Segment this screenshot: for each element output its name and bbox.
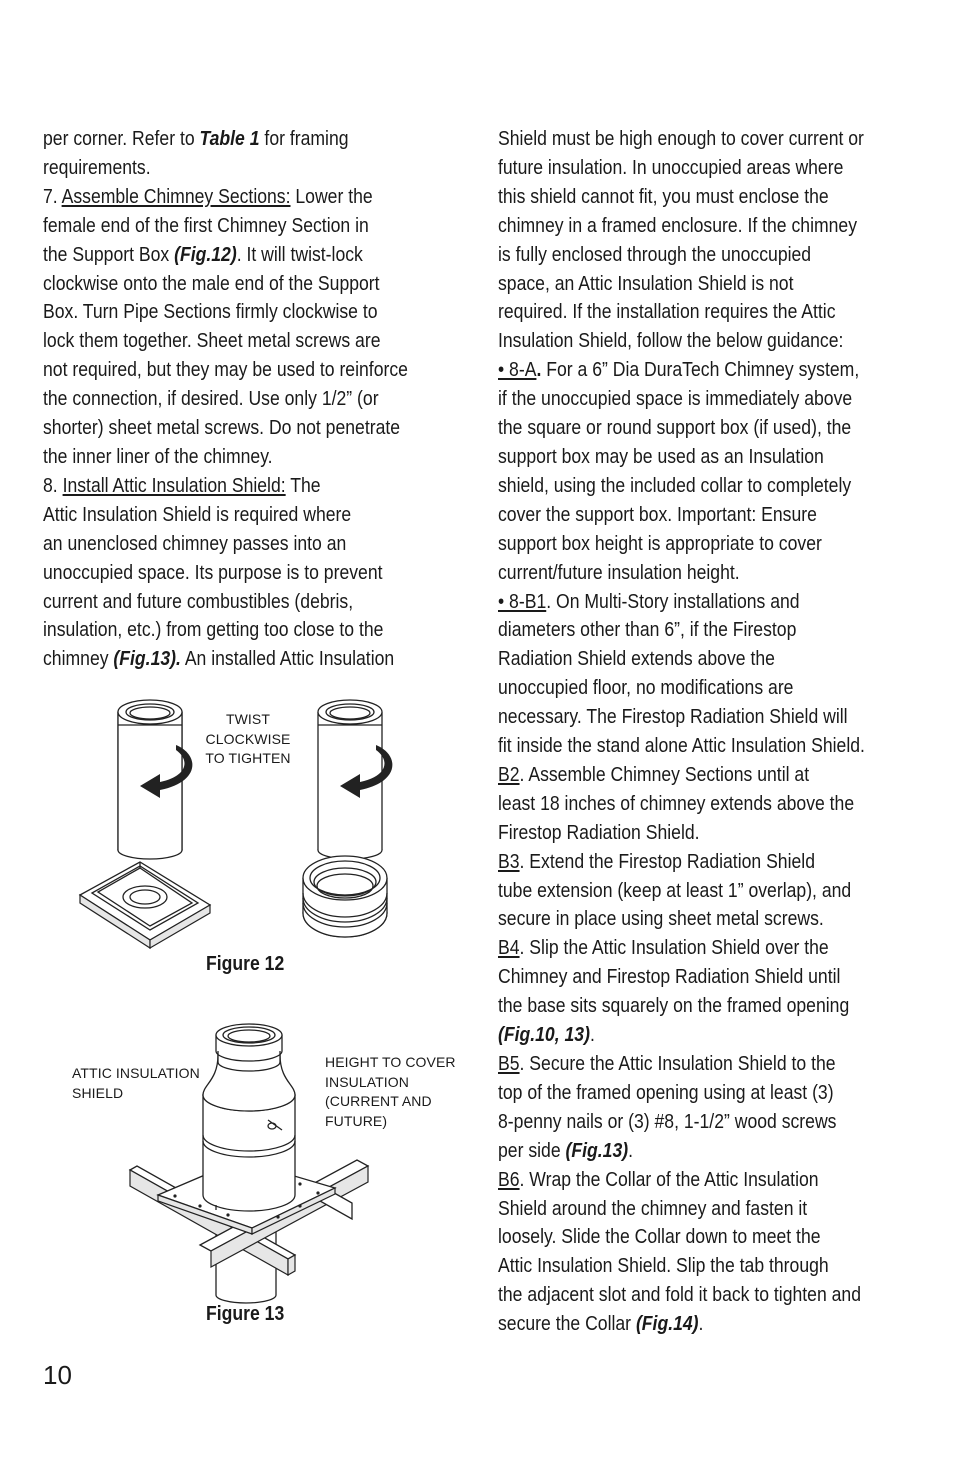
step-b6: B6. Wrap the Collar of the Attic Insulation Shield around the chimney and fasten it loosely. Slide the Collar down to meet the Attic Insulation Shield. Slip the tab through the adjacent slot and fold it back to tighten and secure the Collar (Fig.14). bbox=[498, 1168, 862, 1336]
step-8b1-tag: • 8-B1 bbox=[498, 590, 547, 613]
step-b3-tag: B3 bbox=[498, 850, 520, 873]
figure-reference: (Fig.13) bbox=[565, 1139, 629, 1162]
step-7: 7. Assemble Chimney Sections: Lower the female end of the first Chimney Section in the Support Box (Fig.12). It will twist-lock clockwise onto the male end of the Support Box. Turn Pipe Sections firmly clockwise to lock them together. Sheet metal screws are not required, but they may be used to reinforce the connection, if desired. Use only 1/2” (or shorter) sheet metal screws. Do not penetrate the inner liner of the chimney. bbox=[43, 185, 408, 468]
table-reference: Table 1 bbox=[199, 128, 260, 150]
step-8a: • 8-A. For a 6” Dia DuraTech Chimney system, if the unoccupied space is immediately above the square or round support box (if used), the support box may be used as an Insulation shield, using the included collar to completely cover the support box. Important: Ensure support box height is appropriate to cover current/future insulation height. bbox=[498, 359, 860, 584]
step-b4: B4. Slip the Attic Insulation Shield over the Chimney and Firestop Radiation Shield until the base sits squarely on the framed opening (Fig.10, 13). bbox=[498, 937, 850, 1047]
step-8-title: Install Attic Insulation Shield: bbox=[62, 474, 286, 497]
right-column bbox=[498, 125, 912, 1339]
round-support-box bbox=[303, 856, 387, 937]
figure-13-caption: Figure 13 bbox=[206, 1303, 285, 1325]
figure-12-caption: Figure 12 bbox=[206, 953, 285, 975]
paragraph-framing: per corner. Refer to Table 1 for framing requirements. bbox=[43, 128, 349, 179]
step-b5: B5. Secure the Attic Insulation Shield to the top of the framed opening using at least (3) 8-penny nails or (3) #8, 1-1/2” wood screws per side (Fig.13). bbox=[498, 1053, 837, 1162]
figure-reference: (Fig.12) bbox=[174, 243, 237, 266]
step-b3: B3. Extend the Firestop Radiation Shield tube extension (keep at least 1” overlap), and secure in place using sheet metal screws. bbox=[498, 850, 852, 931]
step-7-title: Assemble Chimney Sections: bbox=[61, 185, 291, 208]
step-b2: B2. Assemble Chimney Sections until at least 18 inches of chimney extends above the Firestop Radiation Shield. bbox=[498, 763, 855, 844]
figure-reference: (Fig.10, 13) bbox=[498, 1024, 590, 1047]
step-8: 8. Install Attic Insulation Shield: The Attic Insulation Shield is required where an unenclosed chimney passes into an unoccupied space. Its purpose is to prevent current and future combustibles (debris, insulation, etc.) from getting too close to the chimney (Fig.13). An installed Attic Insulation bbox=[43, 474, 395, 671]
page-number: 10 bbox=[43, 1360, 72, 1390]
figure-reference: (Fig.14) bbox=[635, 1313, 699, 1336]
step-b5-tag: B5 bbox=[498, 1053, 520, 1075]
figure-13-callout-shield: ATTIC INSULATION SHIELD bbox=[72, 1065, 200, 1101]
figure-13-callout-height: HEIGHT TO COVER INSULATION (CURRENT AND FUTURE) bbox=[325, 1054, 456, 1129]
figure-12-callout: TWIST CLOCKWISE TO TIGHTEN bbox=[205, 711, 291, 766]
step-8a-tag: • 8-A bbox=[498, 359, 537, 382]
figure-reference: (Fig.13). bbox=[113, 648, 181, 671]
square-support-box bbox=[80, 862, 210, 948]
step-b6-tag: B6 bbox=[498, 1168, 520, 1191]
step-b2-tag: B2 bbox=[498, 763, 520, 786]
paragraph-shield-height: Shield must be high enough to cover current or future insulation. In unoccupied areas where this shield cannot fit, you must enclose the chimney in a framed enclosure. If the chimney is fully enclosed through the unoccupied space, an Attic Insulation Shield is not required. If the installation requires the Attic Insulation Shield, follow the below guidance: bbox=[498, 128, 864, 353]
step-8b1: • 8-B1. On Multi-Story installations and diameters other than 6”, if the Firestop Radiation Shield extends above the unoccupied floor, no modifications are necessary. The Firestop Radiation Shield will fit inside the stand alone Attic Insulation Shield. bbox=[498, 590, 865, 758]
step-b4-tag: B4 bbox=[498, 937, 520, 960]
